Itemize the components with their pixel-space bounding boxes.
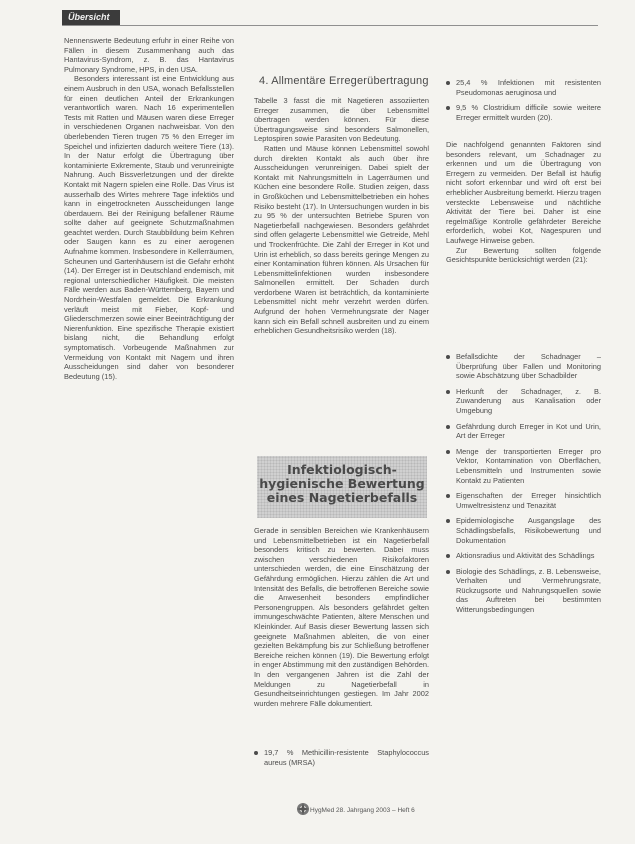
list-item-text: Aktionsradius und Aktivität des Schädlings xyxy=(456,551,595,561)
list-item xyxy=(446,447,601,485)
column-1 xyxy=(64,36,234,736)
bullet-icon xyxy=(446,519,450,523)
section-tab: Übersicht xyxy=(62,10,120,25)
list-item xyxy=(446,516,601,545)
list-item-text: 9,5 % Clostridium difficile sowie weitere Erreger ermittelt wurden (20). xyxy=(456,103,601,122)
list-item-text: Eigenschaften der Erreger hinsichtlich Umweltresistenz und Tenazität xyxy=(456,491,601,510)
infobox-title-line-1: Infektiologisch- xyxy=(287,462,397,477)
bullet-icon xyxy=(446,106,450,110)
bullet-icon xyxy=(446,494,450,498)
col2-paragraph-2: Ratten und Mäuse können Lebensmittel sowohl durch direkten Kontakt als auch über ihre Ausscheidungen verunreinigen. Dabei spielt der Kontakt mit Nahrungsmitteln in Lagerräumen und Küchen eine besondere Rolle. Studien zeigen, dass in Großküchen und Lebensmittelbetrieben ein hohes Risiko besteht (17). In Untersuchungen wurden in bis zu 95 % der untersuchten Betriebe Spuren von Nagetierbefall nachgewiesen. Besonders gefährdet sind offen gelagerte Lebensmittel wie Getreide, Mehl und Trockenfrüchte. Die Zahl der Erreger in Kot und Urin ist erheblich, so dass bereits geringe Mengen zu einer Kontamination führen können. Als Ursachen für Lebensmittelinfektionen wurden insbesondere Salmonellen ermittelt. Der Schaden durch verdorbene Waren ist beträchtlich, da kontaminierte Lebensmittel nicht mehr verzehrt werden dürfen. Aufgrund der hohen Vermehrungsrate der Nager kann sich ein Befall schnell ausbreiten und zu einem erheblichen Gesundheitsrisiko werden (18). xyxy=(254,143,429,336)
list-item-text: Biologie des Schädlings, z. B. Lebensweise, Verhalten und Vermehrungsrate, Rückzugsorte und Nahrungsquellen sowie das Auftreten bei bestimmten Witterungsbedingungen xyxy=(456,566,601,615)
bullet-icon xyxy=(446,570,450,574)
list-item xyxy=(446,103,601,122)
infobox-heading xyxy=(257,456,427,518)
list-item-text: 25,4 % Infektionen mit resistenten Pseudomonas aeruginosa und xyxy=(456,78,601,97)
list-item xyxy=(446,78,601,97)
list-item xyxy=(446,491,601,510)
bullet-icon xyxy=(446,355,450,359)
col2-paragraph-1: Tabelle 3 fasst die mit Nagetieren assoziierten Erreger zusammen, die über Lebensmittel übertragen werden können. Für diese Übertragungsweise sind besonders Salmonellen, Leptospiren sowie Parasiten von Bedeutung. xyxy=(254,96,429,144)
infobox-title-line-3: eines Nagetierbefalls xyxy=(266,490,418,505)
bullet-icon xyxy=(446,425,450,429)
bullet-icon xyxy=(446,390,450,394)
list-item xyxy=(254,748,429,767)
bullet-icon xyxy=(446,554,450,558)
bullet-icon xyxy=(254,751,258,755)
page-footer: HygMed 28. Jahrgang 2003 – Heft 6 xyxy=(310,807,415,814)
list-item-text: Befallsdichte der Schadnager – Überprüfung über Fallen und Monitoring sowie Abschätzung über Schadbilder xyxy=(456,352,601,381)
bullet-icon xyxy=(446,81,450,85)
list-item xyxy=(446,352,601,381)
list-item xyxy=(446,387,601,416)
section-heading: 4. Allmentäre Erregerübertragung xyxy=(259,75,429,87)
list-item xyxy=(446,551,601,561)
list-item-text: Menge der transportierten Erreger pro Vektor, Kontamination von Oberflächen, Lebensmitteln und Instrumenten sowie Kontakt zu Patienten xyxy=(456,446,601,485)
list-item xyxy=(446,567,601,615)
list-item-text: Gefährdung durch Erreger in Kot und Urin, Art der Erreger xyxy=(456,421,601,441)
column-3-middle xyxy=(446,140,601,350)
column-2-list xyxy=(254,748,429,770)
col2-paragraph-3: Gerade in sensiblen Bereichen wie Krankenhäusern und Lebensmittelbetrieben ist ein Nagetierbefall besonders kritisch zu bewerten. Dabei muss zwischen verschiedenen Risikofaktoren unterschieden werden, die eine Einschätzung der Gefährdung ermöglichen. Hierzu zählen die Art und Intensität des Befalls, die betroffenen Bereiche sowie die Anwesenheit besonders empfindlicher Personengruppen. Als besonders gefährdet gelten immungeschwächte Patienten, ältere Menschen und Kleinkinder. Auf Basis dieser Bewertung lassen sich geeignete Maßnahmen ableiten, die von einer gezielten Bekämpfung bis zur Schließung betroffener Bereiche reichen können (19). Die Bewertung erfolgt in enger Abstimmung mit den zuständigen Behörden. In den vergangenen Jahren ist die Zahl der Meldungen zu Nagetierbefall in Gesundheitseinrichtungen gestiegen. Im Jahr 2002 wurden mehrere Fälle dokumentiert. xyxy=(254,526,429,708)
col1-paragraph-2: Besonders interessant ist eine Entwicklung aus einem Ausbruch in den USA, wonach Befallsstellen für einen deutlichen Anteil der Erkrankungen verantwortlich waren. Nach 16 experimentellen Tests mit Ratten und Mäusen waren diese Erreger in verschiedenen Organen nachweisbar. Von den überlebenden Tieren trugen 75 % den Erreger im Speichel und infizierten dadurch weitere Tiere (13). In der Natur erfolgt die Übertragung über kontaminierte Exkremente, Staub und verunreinigte Nahrung. Auch Bissverletzungen und der direkte Kontakt mit Nagern spielen eine Rolle. Das Virus ist ausserhalb des Wirtes mehrere Tage infektiös und kann in eingetrockneten Ausscheidungen lange überdauern. Bei der Reinigung befallener Räume sollte daher auf geeignete Schutzmaßnahmen geachtet werden. Durch Staubbildung beim Kehren oder Saugen kann es zu einer aerogenen Aufnahme kommen. Insbesondere in Kellerräumen, Scheunen und Gartenhäusern ist die Gefahr erhöht (14). Der Erreger ist in Deutschland endemisch, mit regional unterschiedlicher Häufigkeit. Die meisten Fälle werden aus Baden-Württemberg, Bayern und Nordrhein-Westfalen gemeldet. Die Erkrankung verläuft meist mit Fieber, Kopf- und Gliederschmerzen sowie einer Beeinträchtigung der Nierenfunktion. Eine spezifische Therapie existiert bislang nicht, die Behandlung erfolgt symptomatisch. Vorbeugende Maßnahmen zur Vermeidung von Kontakt mit Nagern und ihren Ausscheidungen sind daher von besonderer Bedeutung (15). xyxy=(64,74,234,381)
header-rule xyxy=(62,25,598,26)
list-item-text: Epidemiologische Ausgangslage des Schädlingsbefalls, Risikobewertung und Dokumentation xyxy=(456,516,601,545)
bullet-icon xyxy=(446,450,450,454)
list-item-text: 19,7 % Methicillin-resistente Staphylococcus aureus (MRSA) xyxy=(264,748,429,767)
journal-logo-icon xyxy=(296,802,310,816)
factor-list xyxy=(446,352,601,615)
list-item-text: Herkunft der Schadnager, z. B. Zuwanderung aus Kanalisation oder Umgebung xyxy=(456,386,601,415)
column-2-bottom xyxy=(254,526,429,736)
column-3-bottom xyxy=(446,352,601,782)
list-item xyxy=(446,422,601,441)
col1-paragraph-1: Nennenswerte Bedeutung erfuhr in einer Reihe von Fällen in diesem Zusammenhang auch das Hantavirus-Syndrom, z. B. das Hantavirus Pulmonary Syndrome, HPS, in den USA. xyxy=(64,36,234,74)
col3-paragraph-2: Zur Bewertung sollten folgende Gesichtspunkte berücksichtigt werden (21): xyxy=(446,245,601,265)
column-3-top xyxy=(446,78,601,122)
infobox-title-line-2: hygienische Bewertung xyxy=(259,476,425,491)
infobox-title xyxy=(257,463,427,505)
col3-paragraph-1: Die nachfolgend genannten Faktoren sind besonders relevant, um Schadnager zu erkennen und um die Übertragung von Erregern zu vermeiden. Der Befall ist häufig nicht sofort erkennbar und wird oft erst bei erheblicher Ausbreitung bemerkt. Hierzu tragen versteckte Lebensweise und nächtliche Aktivität der Tiere bei. Daher ist eine regelmäßige Kontrolle gefährdeter Bereiche erforderlich, wobei Kot, Nagespuren und Laufwege Hinweise geben. xyxy=(446,140,601,245)
column-2-top xyxy=(254,96,429,458)
